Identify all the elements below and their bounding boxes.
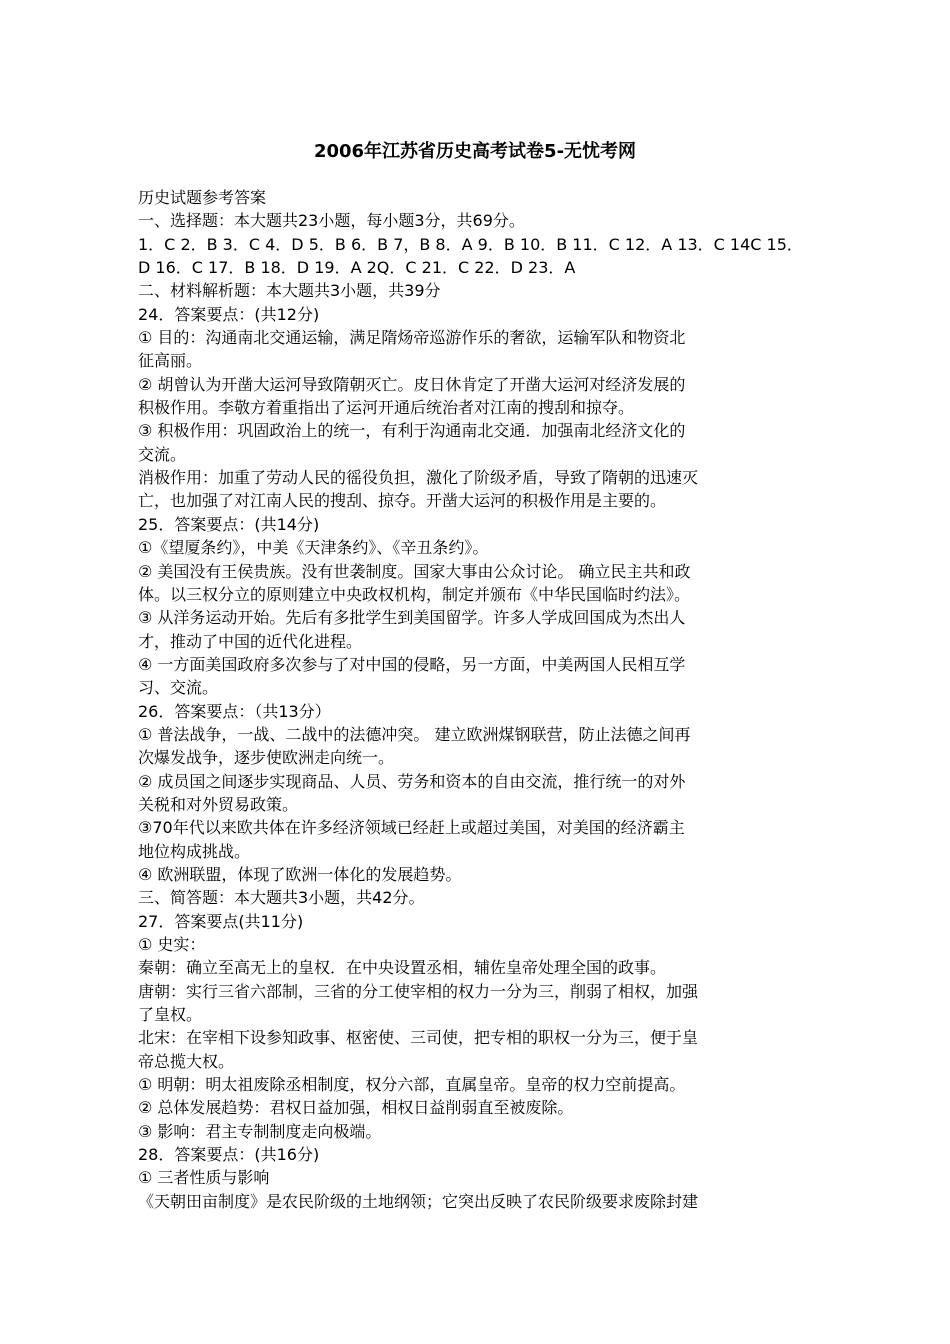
text-line: D 16．C 17．B 18．D 19．A 2Q．C 21．C 22．D 23．A [138, 258, 576, 278]
text-line: 积极作用。李敬方着重指出了运河开通后统治者对江南的搜刮和掠夺。 [138, 398, 635, 418]
text-line: 26．答案要点：（共13分） [138, 701, 331, 721]
text-line: 地位构成挑战。 [138, 841, 251, 861]
text-line: 唐朝：实行三省六部制，三省的分工使宰相的权力一分为三，削弱了相权，加强 [138, 981, 699, 1001]
text-line: ② 成员国之间逐步实现商品、人员、劳务和资本的自由交流，推行统一的对外 [138, 771, 686, 791]
text-line: 二、材料解析题：本大题共3小题，共39分 [138, 281, 441, 301]
text-line: ① 史实： [138, 935, 206, 954]
text-line: 习、交流。 [138, 678, 219, 698]
text-line: 了皇权。 [138, 1005, 203, 1025]
text-line: 才，推动了中国的近代化进程。 [138, 631, 363, 651]
text-line: 一、选择题：本大题共23小题，每小题3分，共69分。 [138, 211, 525, 231]
text-line: 秦朝：确立至高无上的皇权．在中央设置丞相，辅佐皇帝处理全国的政事。 [138, 958, 667, 978]
text-line: 亡，也加强了对江南人民的搜刮、掠夺。开凿大运河的积极作用是主要的。 [138, 491, 667, 511]
text-line: ① 三者性质与影响 [138, 1168, 270, 1188]
text-line: 历史试题参考答案 [138, 188, 267, 207]
text-line: ③70年代以来欧共体在许多经济领域已经赶上或超过美国，对美国的经济霸主 [138, 818, 685, 838]
text-line: 关税和对外贸易政策。 [138, 794, 299, 814]
text-line: 28．答案要点：(共16分) [138, 1145, 320, 1165]
document-title: 2006年江苏省历史高考试卷5-无忧考网 [313, 141, 637, 162]
text-line: ③ 从洋务运动开始。先后有多批学生到美国留学。许多人学成回国成为杰出人 [138, 608, 686, 628]
document-body [138, 186, 818, 1213]
text-line: 征高丽。 [138, 351, 203, 371]
text-line: ② 美国没有王侯贵族。没有世袭制度。国家大事由公众讨论。 确立民主共和政 [138, 561, 691, 581]
text-line: ② 胡曾认为开凿大运河导致隋朝灭亡。皮日休肯定了开凿大运河对经济发展的 [138, 374, 686, 394]
text-line: 消极作用：加重了劳动人民的徭役负担，激化了阶级矛盾，导致了隋朝的迅速灭 [138, 468, 699, 488]
text-line: ③ 积极作用：巩固政治上的统一，有利于沟通南北交通．加强南北经济文化的 [138, 421, 686, 441]
text-line: 帝总揽大权。 [138, 1051, 235, 1071]
text-line: 27．答案要点(共11分) [138, 911, 304, 931]
text-line: 体。以三权分立的原则建立中央政权机构，制定并颁布《中华民国临时约法》。 [138, 584, 691, 604]
text-line: ① 明朝：明太祖废除丞相制度，权分六部，直属皇帝。皇帝的权力空前提高。 [138, 1075, 686, 1095]
text-line: ① 目的：沟通南北交通运输，满足隋炀帝巡游作乐的奢欲，运输军队和物资北 [138, 328, 686, 348]
text-line: ② 总体发展趋势：君权日益加强，相权日益削弱直至被废除。 [138, 1098, 574, 1118]
text-line: 《天朝田亩制度》是农民阶级的土地纲领；它突出反映了农民阶级要求废除封建 [138, 1191, 699, 1211]
text-line: 1．C 2．B 3．C 4．D 5．B 6．B 7，B 8．A 9．B 10．B 11．C 12．A 13．C 14C 15． [138, 234, 803, 254]
text-line: ①《望厦条约》，中美《天津条约》、《辛丑条约》。 [138, 538, 489, 558]
text-line: 交流。 [138, 444, 187, 464]
text-line: 北宋：在宰相下设参知政事、枢密使、三司使，把专相的职权一分为三，便于皇 [138, 1028, 699, 1048]
text-line: 三、简答题：本大题共3小题，共42分。 [138, 888, 425, 908]
text-line: 次爆发战争，逐步使欧洲走向统一。 [138, 748, 395, 768]
text-line: ④ 一方面美国政府多次参与了对中国的侵略，另一方面，中美两国人民相互学 [138, 654, 686, 674]
text-line: ③ 影响：君主专制制度走向极端。 [138, 1121, 382, 1141]
text-line: 25．答案要点：(共14分) [138, 514, 320, 534]
text-line: 24．答案要点：(共12分) [138, 304, 320, 324]
text-line: ④ 欧洲联盟，体现了欧洲一体化的发展趋势。 [138, 864, 462, 884]
text-line: ① 普法战争，一战、二战中的法德冲突。 建立欧洲煤钢联营，防止法德之间再 [138, 724, 691, 744]
